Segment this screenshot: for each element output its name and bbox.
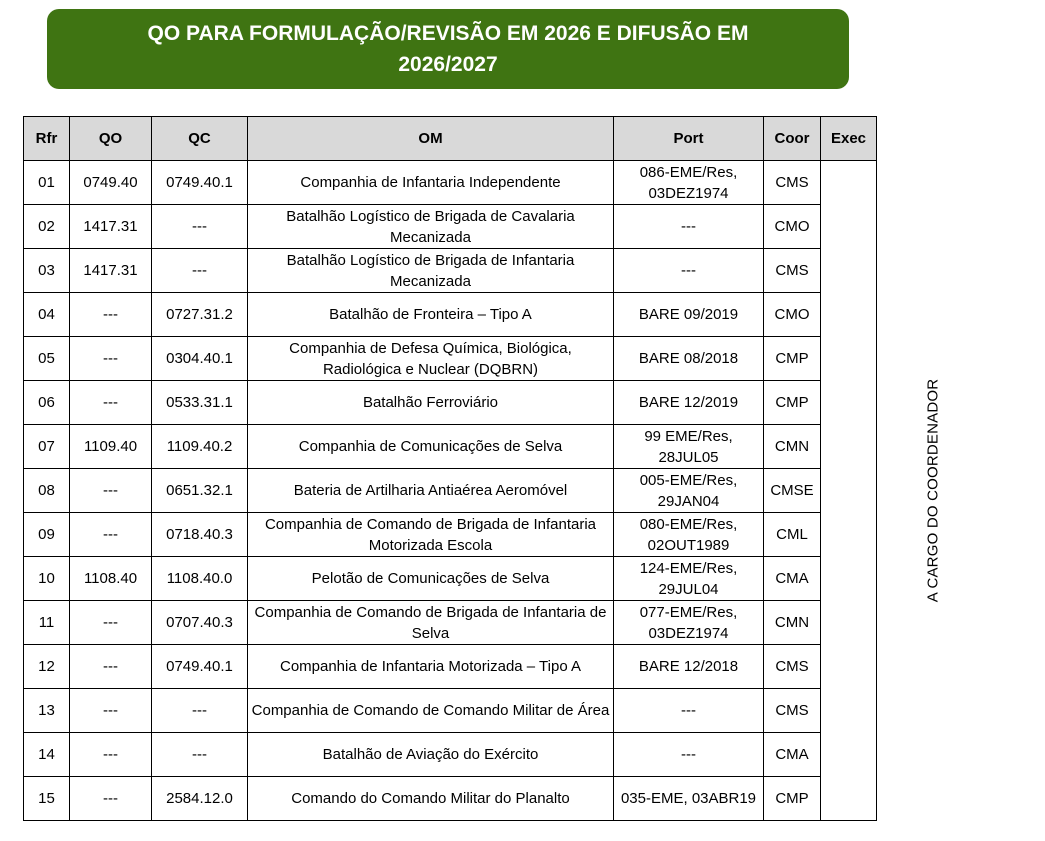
cell-coor: CMS — [764, 161, 821, 205]
cell-qc: --- — [152, 249, 248, 293]
cell-qo: --- — [70, 337, 152, 381]
cell-port: 035-EME, 03ABR19 — [614, 777, 764, 821]
cell-qo: 1109.40 — [70, 425, 152, 469]
cell-qo: --- — [70, 381, 152, 425]
table-row — [24, 777, 877, 821]
cell-rfr: 07 — [24, 425, 70, 469]
cell-port: BARE 09/2019 — [614, 293, 764, 337]
cell-qo: --- — [70, 777, 152, 821]
cell-coor: CMO — [764, 293, 821, 337]
column-header-qc: QC — [152, 117, 248, 161]
cell-rfr: 06 — [24, 381, 70, 425]
table-row — [24, 381, 877, 425]
cell-qc: 0718.40.3 — [152, 513, 248, 557]
cell-om: Bateria de Artilharia Antiaérea Aeromóvel — [248, 469, 614, 513]
cell-om: Companhia de Infantaria Motorizada – Tipo A — [248, 645, 614, 689]
page-title: QO PARA FORMULAÇÃO/REVISÃO EM 2026 E DIFUSÃO EM 2026/2027 — [147, 22, 749, 76]
cell-qc: 0749.40.1 — [152, 645, 248, 689]
exec-note: A CARGO DO COORDENADOR — [924, 378, 942, 603]
cell-port: 005-EME/Res, 29JAN04 — [614, 469, 764, 513]
table-row — [24, 205, 877, 249]
table-row — [24, 557, 877, 601]
cell-qc: 2584.12.0 — [152, 777, 248, 821]
cell-coor: CMA — [764, 557, 821, 601]
cell-qo: --- — [70, 469, 152, 513]
table-row — [24, 645, 877, 689]
cell-rfr: 14 — [24, 733, 70, 777]
cell-rfr: 10 — [24, 557, 70, 601]
cell-coor: CMN — [764, 601, 821, 645]
cell-coor: CMO — [764, 205, 821, 249]
cell-rfr: 02 — [24, 205, 70, 249]
cell-coor: CMS — [764, 249, 821, 293]
cell-qc: 0707.40.3 — [152, 601, 248, 645]
cell-qo: --- — [70, 645, 152, 689]
cell-om: Batalhão de Aviação do Exército — [248, 733, 614, 777]
cell-port: 077-EME/Res, 03DEZ1974 — [614, 601, 764, 645]
cell-om: Batalhão Logístico de Brigada de Cavalaria Mecanizada — [248, 205, 614, 249]
cell-rfr: 01 — [24, 161, 70, 205]
cell-qo: --- — [70, 513, 152, 557]
cell-port: 080-EME/Res, 02OUT1989 — [614, 513, 764, 557]
table-row — [24, 293, 877, 337]
cell-rfr: 03 — [24, 249, 70, 293]
cell-om: Pelotão de Comunicações de Selva — [248, 557, 614, 601]
cell-qc: 1109.40.2 — [152, 425, 248, 469]
cell-qo: 1417.31 — [70, 249, 152, 293]
cell-om: Companhia de Comando de Brigada de Infantaria Motorizada Escola — [248, 513, 614, 557]
cell-coor: CMP — [764, 381, 821, 425]
column-header-coor: Coor — [764, 117, 821, 161]
cell-coor: CMSE — [764, 469, 821, 513]
cell-om: Companhia de Comando de Brigada de Infantaria de Selva — [248, 601, 614, 645]
table-body — [24, 161, 942, 821]
cell-qo: --- — [70, 689, 152, 733]
cell-rfr: 04 — [24, 293, 70, 337]
cell-qo: 1108.40 — [70, 557, 152, 601]
cell-port: 124-EME/Res, 29JUL04 — [614, 557, 764, 601]
table-row — [24, 469, 877, 513]
cell-port: 086-EME/Res, 03DEZ1974 — [614, 161, 764, 205]
cell-qc: 0304.40.1 — [152, 337, 248, 381]
cell-rfr: 12 — [24, 645, 70, 689]
cell-port: --- — [614, 733, 764, 777]
cell-rfr: 13 — [24, 689, 70, 733]
cell-qc: 0749.40.1 — [152, 161, 248, 205]
column-header-exec: Exec — [821, 117, 877, 161]
cell-rfr: 08 — [24, 469, 70, 513]
cell-om: Companhia de Comando de Comando Militar de Área — [248, 689, 614, 733]
qo-table — [23, 116, 942, 821]
cell-om: Batalhão Ferroviário — [248, 381, 614, 425]
cell-coor: CML — [764, 513, 821, 557]
cell-qc: --- — [152, 689, 248, 733]
table-row — [24, 425, 877, 469]
table-row — [24, 249, 877, 293]
cell-qo: 1417.31 — [70, 205, 152, 249]
cell-qo: --- — [70, 733, 152, 777]
cell-om: Companhia de Infantaria Independente — [248, 161, 614, 205]
cell-qo: --- — [70, 293, 152, 337]
cell-rfr: 09 — [24, 513, 70, 557]
cell-port: BARE 08/2018 — [614, 337, 764, 381]
cell-coor: CMS — [764, 645, 821, 689]
cell-om: Comando do Comando Militar do Planalto — [248, 777, 614, 821]
cell-port: --- — [614, 689, 764, 733]
column-header-qo: QO — [70, 117, 152, 161]
table-header-row — [24, 117, 877, 161]
cell-port: BARE 12/2018 — [614, 645, 764, 689]
cell-qc: 1108.40.0 — [152, 557, 248, 601]
column-header-rfr: Rfr — [24, 117, 70, 161]
cell-coor: CMP — [764, 337, 821, 381]
column-header-port: Port — [614, 117, 764, 161]
cell-om: Companhia de Comunicações de Selva — [248, 425, 614, 469]
cell-coor: CMP — [764, 777, 821, 821]
cell-qc: 0533.31.1 — [152, 381, 248, 425]
cell-qc: --- — [152, 205, 248, 249]
cell-coor: CMS — [764, 689, 821, 733]
title-banner — [47, 9, 849, 89]
cell-qc: --- — [152, 733, 248, 777]
cell-rfr: 15 — [24, 777, 70, 821]
column-header-om: OM — [248, 117, 614, 161]
cell-om: Batalhão Logístico de Brigada de Infantaria Mecanizada — [248, 249, 614, 293]
table-row — [24, 337, 877, 381]
cell-om: Companhia de Defesa Química, Biológica, Radiológica e Nuclear (DQBRN) — [248, 337, 614, 381]
cell-coor: CMA — [764, 733, 821, 777]
cell-port: 99 EME/Res, 28JUL05 — [614, 425, 764, 469]
cell-qo: --- — [70, 601, 152, 645]
cell-port: --- — [614, 205, 764, 249]
cell-om: Batalhão de Fronteira – Tipo A — [248, 293, 614, 337]
cell-rfr: 05 — [24, 337, 70, 381]
table-row — [24, 689, 877, 733]
table-row — [24, 733, 877, 777]
cell-port: BARE 12/2019 — [614, 381, 764, 425]
cell-coor: CMN — [764, 425, 821, 469]
table-row — [24, 513, 877, 557]
cell-qo: 0749.40 — [70, 161, 152, 205]
cell-rfr: 11 — [24, 601, 70, 645]
table-row — [24, 601, 877, 645]
cell-port: --- — [614, 249, 764, 293]
cell-qc: 0651.32.1 — [152, 469, 248, 513]
cell-qc: 0727.31.2 — [152, 293, 248, 337]
cell-exec — [821, 161, 942, 821]
table-row — [24, 161, 877, 205]
